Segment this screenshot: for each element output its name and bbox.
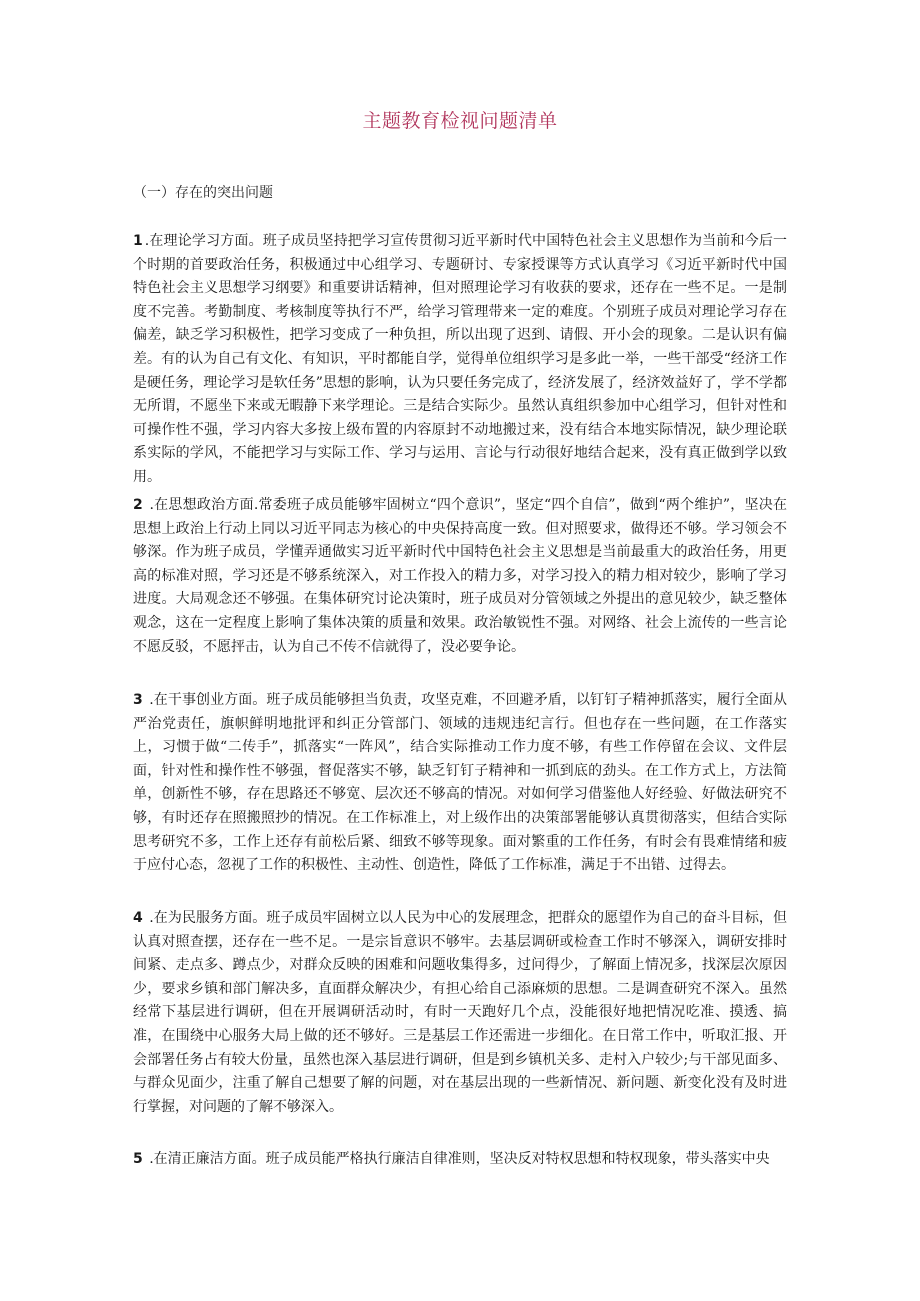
paragraph-number: 4 — [133, 910, 143, 926]
paragraph-serving-people — [133, 907, 787, 1119]
paragraph-number: 2 — [133, 497, 143, 513]
paragraph-number: 3 — [133, 692, 143, 708]
paragraph-number: 1 — [133, 233, 143, 249]
paragraph-text: .在清正廉洁方面。班子成员能严格执行廉洁自律准则，坚决反对特权思想和特权现象，带头落实中央 — [144, 1151, 770, 1167]
paragraph-theory-study — [133, 230, 787, 490]
paragraph-ideology-politics — [133, 494, 787, 659]
paragraph-text: .在理论学习方面。班子成员坚持把学习宣传贯彻习近平新时代中国特色社会主义思想作为当前和今后一个时期的首要政治任务，积极通过中心组学习、专题研讨、专家授课等方式认真学习《习近平新时代中国特色社会主义思想学习纲要》和重要讲话精神，但对照理论学习有收获的要求，还存在一些不足。一是制度不完善。考勤制度、考核制度等执行不严，给学习管理带来一定的难度。个别班子成员对理论学习存在偏差，缺乏学习积极性，把学习变成了一种负担，所以出现了迟到、请假、开小会的现象。二是认识有偏差。有的认为自己有文化、有知识，平时都能自学，觉得单位组织学习是多此一举，一些干部受“经济工作是硬任务，理论学习是软任务”思想的影响，认为只要任务完成了，经济发展了，经济效益好了，学不学都无所谓，不愿坐下来或无暇静下来学理论。三是结合实际少。虽然认真组织参加中心组学习，但针对性和可操作性不强，学习内容大多按上级布置的内容原封不动地搬过来，没有结合本地实际情况，缺少理论联系实际的学风，不能把学习与实际工作、学习与运用、言论与行动很好地结合起来，没有真正做到学以致用。 — [133, 233, 787, 485]
paragraph-number: 5 — [133, 1151, 143, 1167]
paragraph-integrity — [133, 1148, 787, 1172]
paragraph-text: .在思想政治方面.常委班子成员能够牢固树立“四个意识”，坚定“四个自信”，做到“两个维护”，坚决在思想上政治上行动上同以习近平同志为核心的中央保持高度一致。但对照要求，做得还不够。学习领会不够深。作为班子成员，学懂弄通做实习近平新时代中国特色社会主义思想是当前最重大的政治任务，用更高的标准对照，学习还是不够系统深入，对工作投入的精力多，对学习投入的精力相对较少，影响了学习进度。大局观念还不够强。在集体研究讨论决策时，班子成员对分管领域之外提出的意见较少，缺乏整体观念，这在一定程度上影响了集体决策的质量和效果。政治敏锐性不强。对网络、社会上流传的一些言论不愿反驳，不愿抨击，认为自己不传不信就得了，没必要争论。 — [133, 497, 787, 655]
paragraph-text: .在为民服务方面。班子成员牢固树立以人民为中心的发展理念，把群众的愿望作为自己的奋斗目标，但认真对照查摆，还存在一些不足。一是宗旨意识不够牢。去基层调研或检查工作时不够深入，调研安排时间紧、走点多、蹲点少，对群众反映的困难和问题收集得多，过问得少，了解面上情况多，找深层次原因少，要求乡镇和部门解决多，直面群众解决少，有担心给自己添麻烦的思想。二是调查研究不深入。虽然经常下基层进行调研，但在开展调研活动时，有时一天跑好几个点，没能很好地把情况吃准、摸透、搞准，在围绕中心服务大局上做的还不够好。三是基层工作还需进一步细化。在日常工作中，听取汇报、开会部署任务占有较大份量，虽然也深入基层进行调研，但是到乡镇机关多、走村入户较少;与干部见面多、与群众见面少，注重了解自己想要了解的问题，对在基层出现的一些新情况、新问题、新变化没有及时进行掌握，对问题的了解不够深入。 — [133, 910, 787, 1115]
document-title: 主题教育检视问题清单 — [362, 110, 558, 132]
paragraph-work-entrepreneurship — [133, 689, 787, 878]
paragraph-text: .在干事创业方面。班子成员能够担当负责，攻坚克难，不回避矛盾，以钉钉子精神抓落实，履行全面从严治党责任，旗帜鲜明地批评和纠正分管部门、领域的违规违纪言行。但也存在一些问题，在工作落实上，习惯于做“二传手”，抓落实“一阵风”，结合实际推动工作力度不够，有些工作停留在会议、文件层面，针对性和操作性不够强，督促落实不够，缺乏钉钉子精神和一抓到底的劲头。在工作方式上，方法简单，创新性不够，存在思路还不够宽、层次还不够高的情况。对如何学习借鉴他人好经验、好做法研究不够，有时还存在照搬照抄的情况。在工作标准上，对上级作出的决策部署能够认真贯彻落实，但结合实际思考研究不多，工作上还存有前松后紧、细致不够等现象。面对繁重的工作任务，有时会有畏难情绪和疲于应付心态，忽视了工作的积极性、主动性、创造性，降低了工作标准，满足于不出错、过得去。 — [133, 692, 787, 874]
section-heading: （一）存在的突出问题 — [133, 185, 273, 201]
